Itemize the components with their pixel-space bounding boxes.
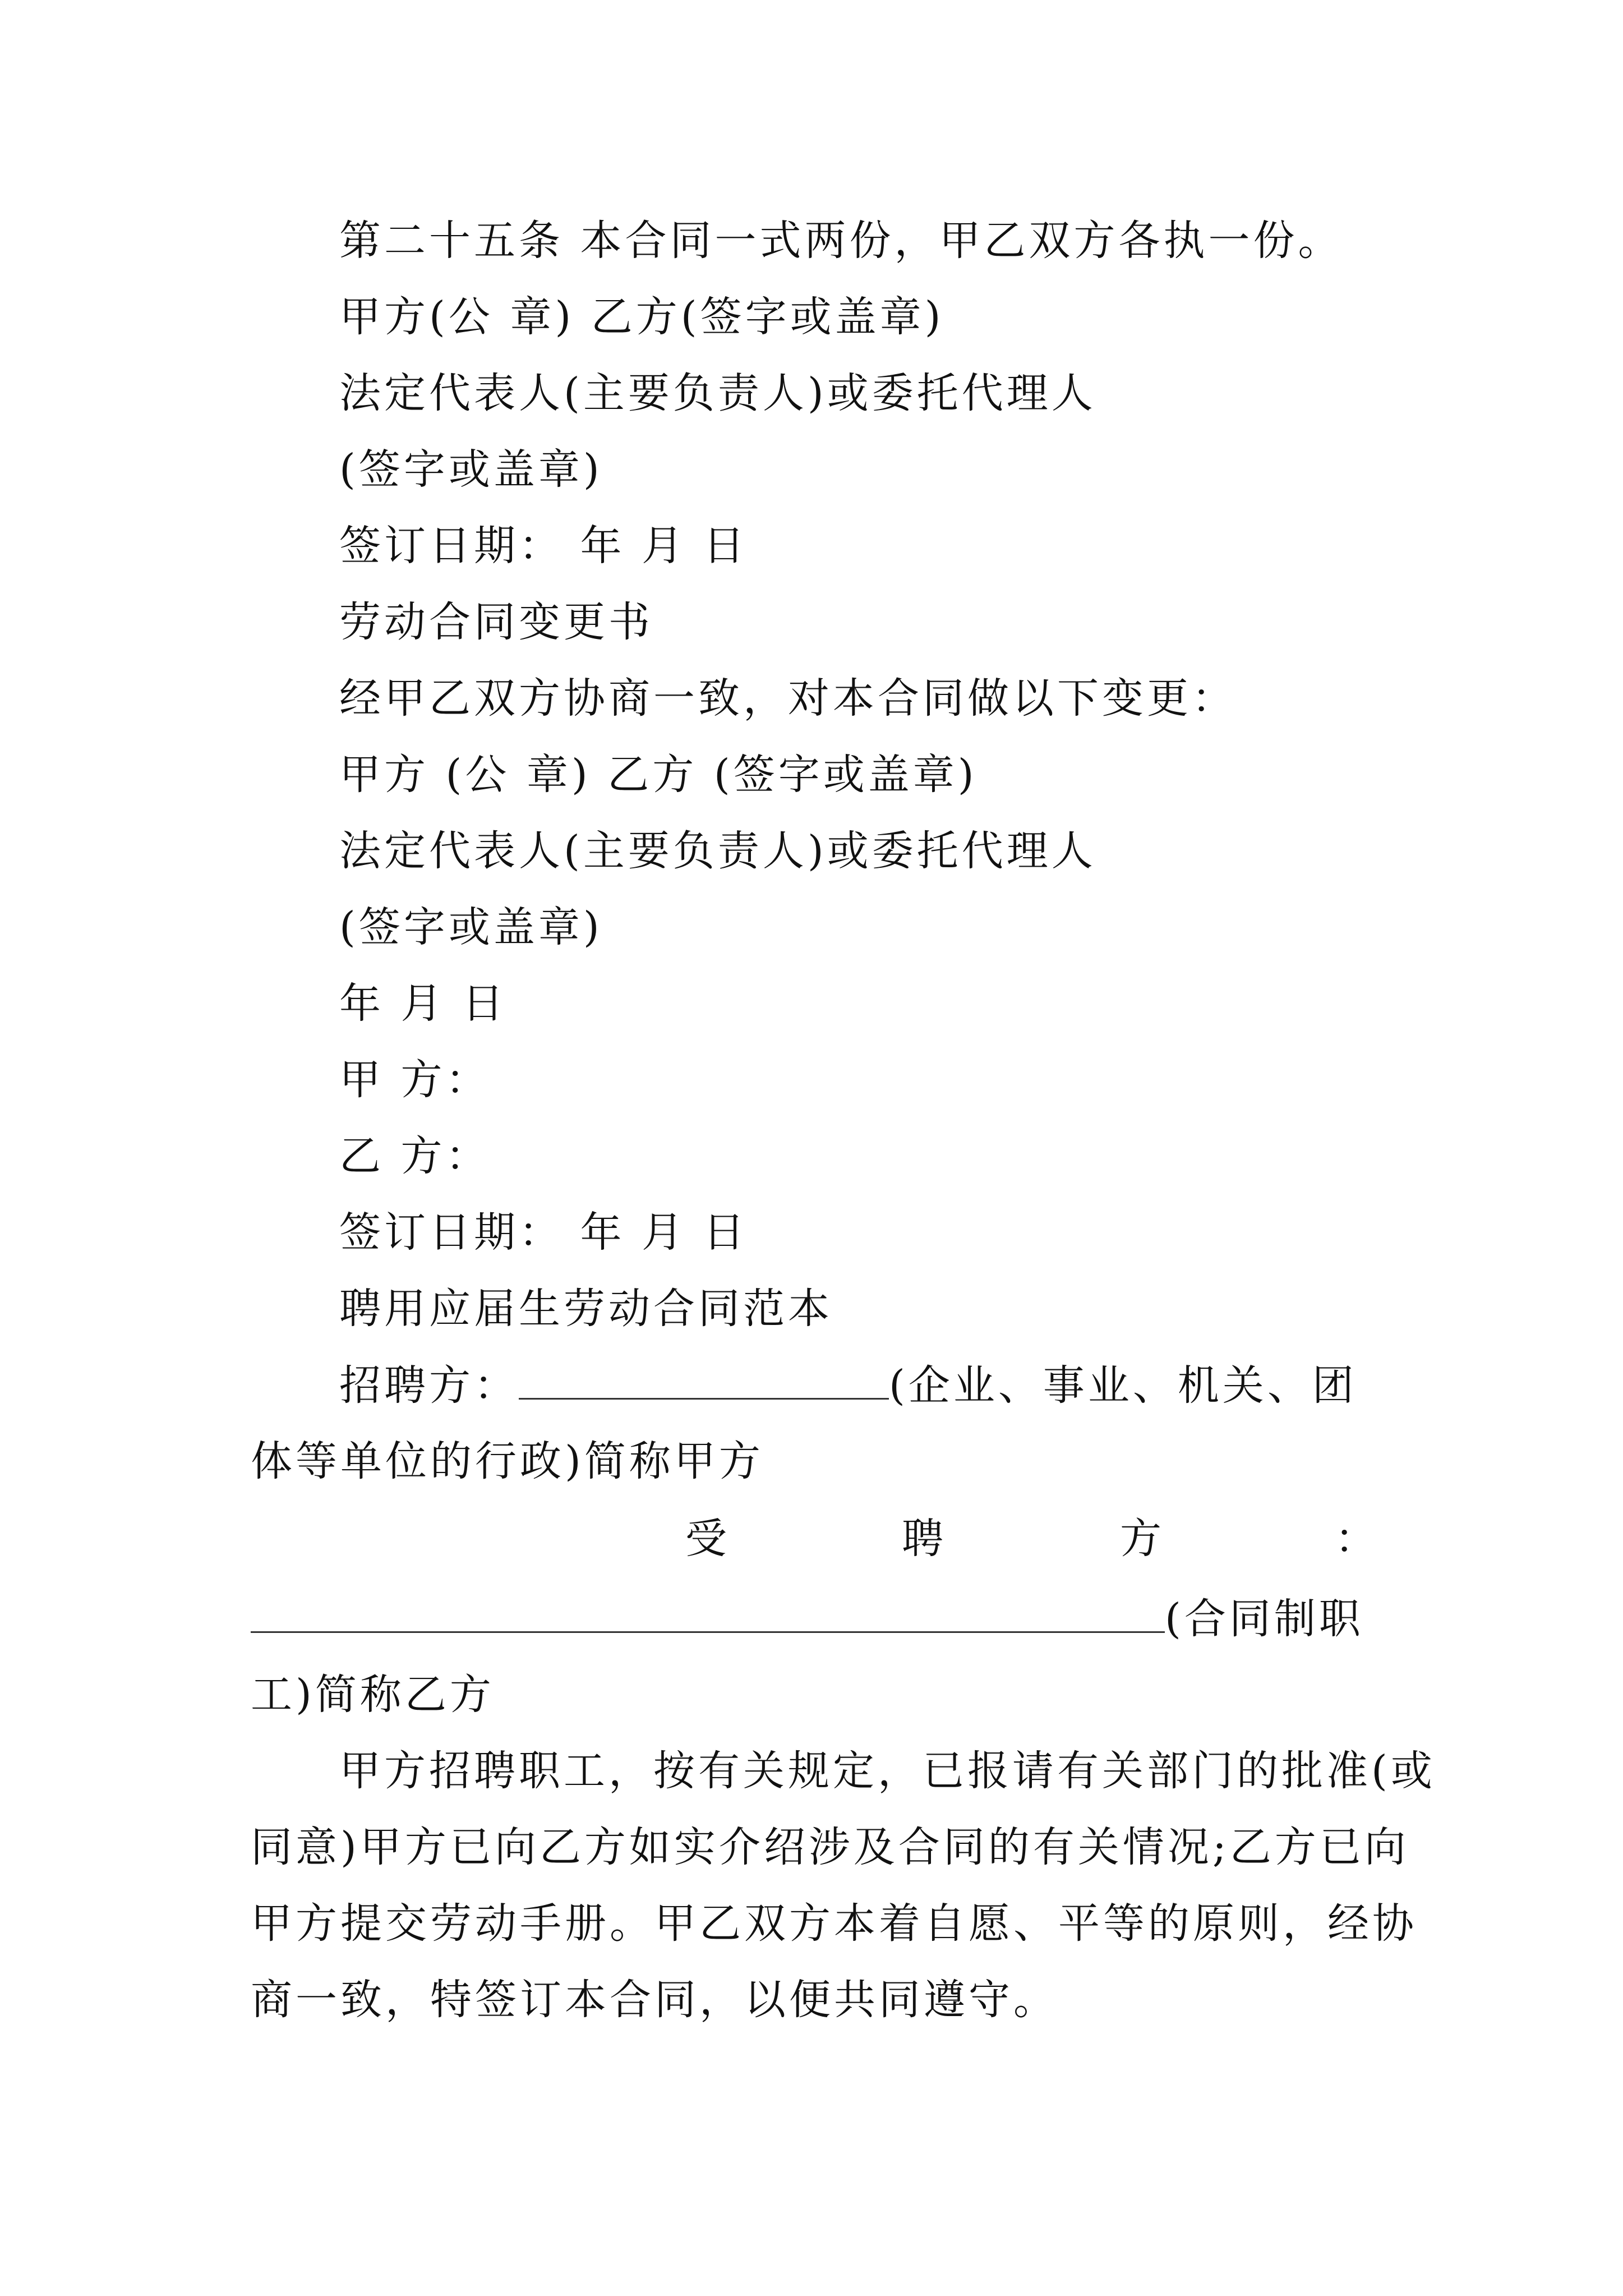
- recruiter-label: 招聘方：: [339, 1361, 519, 1410]
- employee-char-2: 聘: [902, 1515, 943, 1563]
- signature-line-2: (签字或盖章): [339, 903, 603, 951]
- legal-rep-line: 法定代表人(主要负责人)或委托代理人: [339, 369, 1096, 417]
- employee-blank-line: [251, 1595, 1381, 1643]
- employee-suffix: (合同制职: [1165, 1595, 1364, 1643]
- party-seal-line-2: 甲方 (公 章) 乙方 (签字或盖章): [339, 751, 978, 799]
- party-seal-line: 甲方(公 章) 乙方(签字或盖章): [339, 293, 944, 341]
- employee-blank: [251, 1598, 1165, 1633]
- employee-char-1: 受: [685, 1515, 727, 1563]
- recruiter-suffix: (企业、事业、机关、团: [889, 1361, 1357, 1410]
- paragraph-line-2: 同意)甲方已向乙方如实介绍涉及合同的有关情况;乙方已向: [251, 1823, 1409, 1871]
- recruiter-continuation: 体等单位的行政)简称甲方: [251, 1437, 764, 1485]
- signature-line: (签字或盖章): [339, 445, 603, 494]
- employee-continuation: 工)简称乙方: [251, 1671, 495, 1719]
- paragraph-line-3: 甲方提交劳动手册。甲乙双方本着自愿、平等的原则，经协: [251, 1899, 1417, 1948]
- recruiter-blank: [519, 1364, 889, 1400]
- change-intro-line: 经甲乙双方协商一致，对本合同做以下变更：: [339, 674, 1237, 723]
- legal-rep-line-2: 法定代表人(主要负责人)或委托代理人: [339, 827, 1096, 875]
- date-line: 年 月 日: [339, 979, 508, 1028]
- paragraph-line-1: 甲方招聘职工，按有关规定，已报请有关部门的批准(或: [339, 1747, 1436, 1795]
- recruiter-line: [339, 1361, 1357, 1410]
- employee-char-3: 方: [1120, 1515, 1161, 1563]
- article-25-line: 第二十五条 本合同一式两份，甲乙双方各执一份。: [339, 217, 1343, 265]
- employee-colon: ：: [1335, 1515, 1376, 1563]
- sign-date-line: 签订日期： 年 月 日: [339, 522, 748, 570]
- paragraph-line-4: 商一致，特签订本合同，以便共同遵守。: [251, 1976, 1058, 2024]
- contract-template-title: 聘用应届生劳动合同范本: [339, 1285, 833, 1333]
- party-b-line: 乙 方：: [339, 1132, 491, 1180]
- change-book-title: 劳动合同变更书: [339, 598, 653, 646]
- sign-date-line-2: 签订日期： 年 月 日: [339, 1208, 748, 1257]
- party-a-line: 甲 方：: [339, 1056, 491, 1104]
